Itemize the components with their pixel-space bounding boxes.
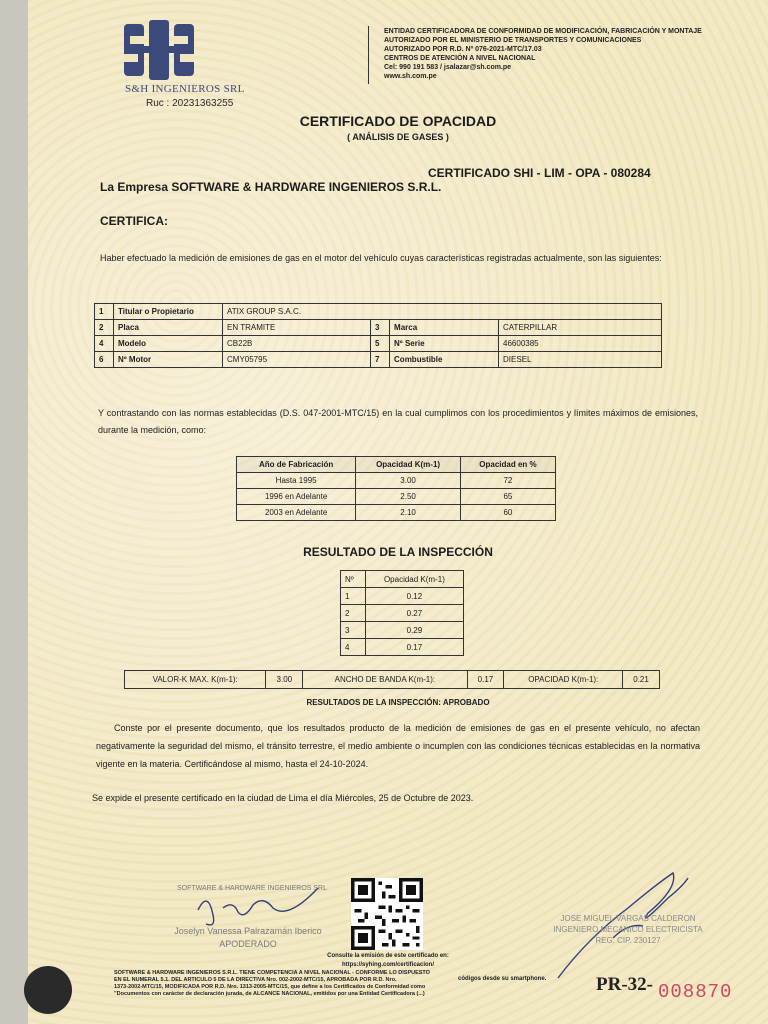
field-label: Titular o Propietario (114, 304, 223, 320)
table-cell: 2.50 (356, 489, 461, 505)
company-logo (124, 20, 194, 80)
entity-line: ENTIDAD CERTIFICADORA DE CONFORMIDAD DE MODIFICACIÓN, FABRICACIÓN Y MONTAJE (384, 28, 702, 35)
field-value: 46600385 (499, 336, 662, 352)
table-cell: 2003 en Adelante (237, 505, 356, 521)
document-title: CERTIFICADO DE OPACIDAD (299, 113, 497, 129)
footer-line: 1373-2002-MTC/15, MODIFICADA POR R.D. Nro. 1313-2005-MTC/15, que define a los Certificados de Conformidad como (114, 984, 426, 990)
table-cell: 0.29 (365, 622, 463, 639)
opacidad-value: 0.21 (623, 671, 660, 689)
legal-footer (114, 970, 584, 998)
field-label: Modelo (114, 336, 223, 352)
result-title: RESULTADO DE LA INSPECCIÓN (303, 545, 493, 559)
column-header: Opacidad en % (460, 457, 555, 473)
entity-contact: Cel: 990 191 583 / jsalazar@sh.com.pe (384, 64, 512, 71)
footer-line: "Documentos con carácter de declaración jurada, de ALCANCE NACIONAL, emitidos por una Entidad Certificadora (...) (114, 991, 425, 997)
entity-website: www.sh.com.pe (384, 73, 437, 80)
table-row (341, 605, 464, 622)
column-header: Año de Fabricación (237, 457, 356, 473)
banda-value: 0.17 (467, 671, 504, 689)
field-label: Nº Motor (114, 352, 223, 368)
signer-company: SOFTWARE & HARDWARE INGENIEROS SRL (177, 885, 327, 892)
field-label: Nº Serie (390, 336, 499, 352)
table-cell: 60 (460, 505, 555, 521)
column-header: Opacidad K(m-1) (365, 571, 463, 588)
table-cell: 2 (341, 605, 366, 622)
field-value: EN TRAMITE (223, 320, 371, 336)
field-value: ATIX GROUP S.A.C. (223, 304, 662, 320)
table-cell: 65 (460, 489, 555, 505)
conste-paragraph: Conste por el presente documento, que los resultados producto de la medición de emisiones de gas en el presente vehículo, no afectan negativamente la seguridad del mismo, el tránsito terrestre, el medio ambiente o incumplen con las condiciones técnicas establecidas en la normativa vigente en la materia. Certificándose al mismo, hasta el 24-10-2024. (96, 723, 700, 769)
row-number: 7 (371, 352, 390, 368)
table-row (95, 352, 662, 368)
banda-label: ANCHO DE BANDA K(m-1): (303, 671, 467, 689)
document-subtitle: ( ANÁLISIS DE GASES ) (347, 132, 449, 142)
qr-url[interactable]: https://syhing.com/certificacion/ (341, 962, 434, 968)
qr-code (350, 878, 424, 950)
signature-left (178, 880, 328, 930)
logo-name: S&H INGENIEROS SRL (125, 83, 245, 95)
table-cell: 3.00 (356, 473, 461, 489)
row-number: 4 (95, 336, 114, 352)
row-number: 3 (371, 320, 390, 336)
table-cell: 3 (341, 622, 366, 639)
valor-label: VALOR-K MAX. K(m-1): (125, 671, 266, 689)
footer-line: SOFTWARE & HARDWARE INGENIEROS S.R.L. TIENE COMPETENCIA A NIVEL NACIONAL - CONFORME LO DISPUESTO (114, 970, 430, 976)
engineer-name: JOSE MIGUEL VARGAS CALDERON (560, 914, 696, 923)
results-table (340, 570, 464, 656)
table-row (95, 320, 662, 336)
table-row (125, 671, 660, 689)
table-row (237, 489, 556, 505)
table-header-row (237, 457, 556, 473)
limits-table (236, 456, 556, 521)
certifica-heading: CERTIFICA: (100, 214, 168, 228)
column-header: Opacidad K(m-1) (356, 457, 461, 473)
field-value: CB22B (223, 336, 371, 352)
row-number: 5 (371, 336, 390, 352)
table-cell: Hasta 1995 (237, 473, 356, 489)
valor-value: 3.00 (266, 671, 303, 689)
table-cell: 2.10 (356, 505, 461, 521)
field-label: Combustible (390, 352, 499, 368)
entity-line: AUTORIZADO POR EL MINISTERIO DE TRANSPORTES Y COMUNICACIONES (384, 37, 642, 44)
entity-line: CENTROS DE ATENCIÓN A NIVEL NACIONAL (384, 55, 536, 62)
entity-info (384, 27, 702, 81)
engineer-registration: REG. CIP. 230127 (595, 936, 661, 945)
table-row (237, 505, 556, 521)
table-cell: 1996 en Adelante (237, 489, 356, 505)
table-cell: 4 (341, 639, 366, 656)
table-cell: 1 (341, 588, 366, 605)
table-row (95, 336, 662, 352)
certificate-page (28, 0, 768, 1024)
table-row (341, 639, 464, 656)
serial-number: 008870 (658, 981, 733, 1003)
opacidad-label: OPACIDAD K(m-1): (504, 671, 623, 689)
issue-date-paragraph: Se expide el presente certificado en la ciudad de Lima el día Miércoles, 25 de Octubre de 2023. (92, 793, 474, 803)
field-label: Marca (390, 320, 499, 336)
table-cell: 0.27 (365, 605, 463, 622)
form-code: PR-32- (596, 974, 653, 995)
field-value: CATERPILLAR (499, 320, 662, 336)
norms-paragraph: Y contrastando con las normas establecidas (D.S. 047-2001-MTC/15) en la cual cumplimos con los procedimientos y límites máximos de emisiones, durante la medición, como: (98, 408, 698, 435)
punch-hole (24, 966, 72, 1014)
company-name: La Empresa SOFTWARE & HARDWARE INGENIEROS S.R.L. (100, 180, 442, 194)
row-number: 6 (95, 352, 114, 368)
certificate-number: CERTIFICADO SHI - LIM - OPA - 080284 (428, 166, 651, 180)
table-row (237, 473, 556, 489)
table-row (95, 304, 662, 320)
ruc-number: Ruc : 20231363255 (146, 98, 234, 109)
table-row (341, 622, 464, 639)
table-cell: 0.12 (365, 588, 463, 605)
field-value: DIESEL (499, 352, 662, 368)
entity-line: AUTORIZADO POR R.D. Nº 076-2021-MTC/17.03 (384, 46, 542, 53)
vehicle-table (94, 303, 662, 368)
row-number: 1 (95, 304, 114, 320)
summary-table (124, 670, 660, 689)
intro-paragraph: Haber efectuado la medición de emisiones de gas en el motor del vehículo cuyas características registradas actualmente, son las siguientes: (100, 253, 662, 263)
table-row (341, 588, 464, 605)
footer-line: EN EL NUMERAL 5.1. DEL ARTICULO 5 DE LA DIRECTIVA Nro. 002-2002-MTC/15, APROBADA POR R.D. Nro. (114, 977, 397, 983)
field-label: Placa (114, 320, 223, 336)
approval-status: RESULTADOS DE LA INSPECCIÓN: APROBADO (306, 698, 490, 707)
engineer-role: INGENIERO MECANICO ELECTRICISTA (553, 925, 703, 934)
signer-name: Joselyn Vanessa Palrazamán Iberico (174, 926, 322, 936)
qr-caption: Consulte la emisión de este certificado en: (327, 953, 449, 959)
table-header-row (341, 571, 464, 588)
table-cell: 72 (460, 473, 555, 489)
header-divider (368, 26, 369, 84)
row-number: 2 (95, 320, 114, 336)
smartphone-note: códigos desde su smartphone. (458, 976, 547, 982)
engineer-signature-block (528, 913, 728, 946)
table-cell: 0.17 (365, 639, 463, 656)
signer-role: APODERADO (219, 939, 277, 949)
field-value: CMY05795 (223, 352, 371, 368)
column-header: Nº (341, 571, 366, 588)
